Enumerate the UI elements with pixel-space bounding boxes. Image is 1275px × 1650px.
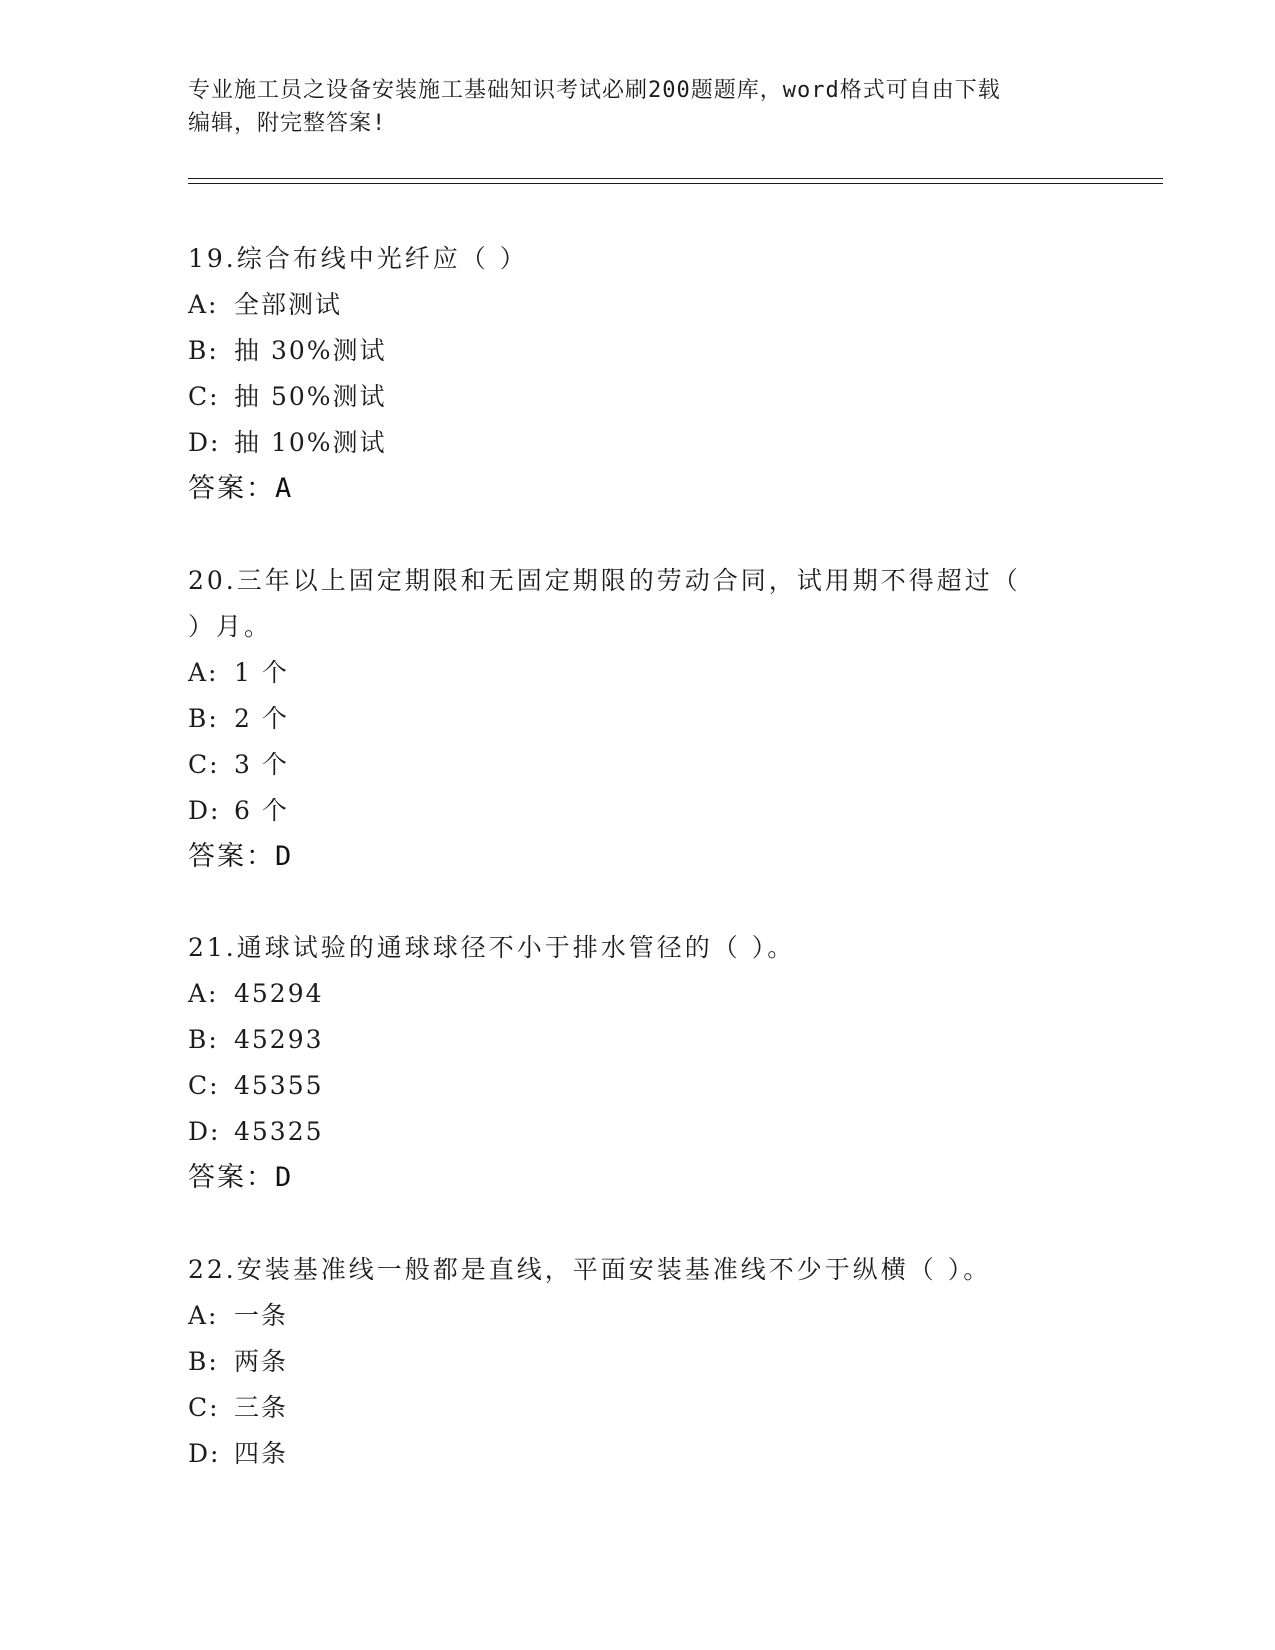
option-key: D: bbox=[188, 796, 221, 825]
option-key: A: bbox=[188, 1301, 219, 1330]
header-line-2: 编辑，附完整答案! bbox=[188, 111, 387, 136]
option-text: 1 个 bbox=[234, 658, 289, 687]
option-text: 45294 bbox=[234, 979, 324, 1008]
document-header bbox=[188, 74, 1068, 140]
option-key: C: bbox=[188, 750, 220, 779]
option-text: 抽 50%测试 bbox=[234, 382, 387, 411]
option-c bbox=[188, 742, 1088, 788]
answer-line: 答案：D bbox=[188, 1162, 294, 1193]
option-key: A: bbox=[188, 290, 219, 319]
option-b bbox=[188, 328, 1088, 374]
option-b bbox=[188, 1339, 1088, 1385]
option-text: 45325 bbox=[234, 1117, 324, 1146]
question-text bbox=[188, 925, 1088, 971]
option-key: A: bbox=[188, 658, 219, 687]
option-b bbox=[188, 1017, 1088, 1063]
option-key: C: bbox=[188, 382, 220, 411]
option-d bbox=[188, 420, 1088, 466]
question-21 bbox=[188, 925, 1088, 1201]
question-text bbox=[188, 558, 1088, 650]
option-a bbox=[188, 650, 1088, 696]
question-20 bbox=[188, 558, 1088, 880]
option-text: 抽 30%测试 bbox=[234, 336, 387, 365]
option-c bbox=[188, 1385, 1088, 1431]
option-key: D: bbox=[188, 1439, 221, 1468]
option-text: 45293 bbox=[234, 1025, 324, 1054]
answer-line: 答案：A bbox=[188, 473, 294, 504]
question-line: 21.通球试验的通球球径不小于排水管径的（ ）。 bbox=[188, 933, 796, 962]
option-d bbox=[188, 788, 1088, 834]
option-a bbox=[188, 1293, 1088, 1339]
option-text: 三条 bbox=[234, 1393, 289, 1422]
option-a bbox=[188, 282, 1088, 328]
option-text: 3 个 bbox=[234, 750, 289, 779]
option-text: 45355 bbox=[234, 1071, 324, 1100]
question-19 bbox=[188, 236, 1088, 512]
option-c bbox=[188, 1063, 1088, 1109]
option-key: B: bbox=[188, 704, 219, 733]
option-key: D: bbox=[188, 428, 221, 457]
question-22 bbox=[188, 1247, 1088, 1477]
header-line-1: 专业施工员之设备安装施工基础知识考试必刷200题题库，word格式可自由下载 bbox=[188, 78, 1001, 103]
option-key: A: bbox=[188, 979, 219, 1008]
option-text: 抽 10%测试 bbox=[234, 428, 387, 457]
option-text: 6 个 bbox=[234, 796, 289, 825]
option-a bbox=[188, 971, 1088, 1017]
question-line: 20.三年以上固定期限和无固定期限的劳动合同，试用期不得超过（ bbox=[188, 566, 1021, 595]
question-text bbox=[188, 1247, 1088, 1293]
option-text: 两条 bbox=[234, 1347, 289, 1376]
question-text bbox=[188, 236, 1088, 282]
answer-line: 答案：D bbox=[188, 841, 294, 872]
option-text: 2 个 bbox=[234, 704, 289, 733]
header-divider-bottom bbox=[188, 183, 1163, 184]
option-key: D: bbox=[188, 1117, 221, 1146]
option-b bbox=[188, 696, 1088, 742]
option-key: C: bbox=[188, 1071, 220, 1100]
option-d bbox=[188, 1431, 1088, 1477]
question-line: ）月。 bbox=[188, 612, 273, 641]
option-key: B: bbox=[188, 1347, 219, 1376]
option-text: 一条 bbox=[234, 1301, 289, 1330]
option-d bbox=[188, 1109, 1088, 1155]
option-text: 全部测试 bbox=[234, 290, 343, 319]
option-key: C: bbox=[188, 1393, 220, 1422]
option-c bbox=[188, 374, 1088, 420]
option-key: B: bbox=[188, 1025, 219, 1054]
question-line: 22.安装基准线一般都是直线，平面安装基准线不少于纵横（ ）。 bbox=[188, 1255, 992, 1284]
header-divider-top bbox=[188, 178, 1163, 179]
option-key: B: bbox=[188, 336, 219, 365]
question-line: 19.综合布线中光纤应（ ） bbox=[188, 244, 528, 273]
option-text: 四条 bbox=[234, 1439, 289, 1468]
